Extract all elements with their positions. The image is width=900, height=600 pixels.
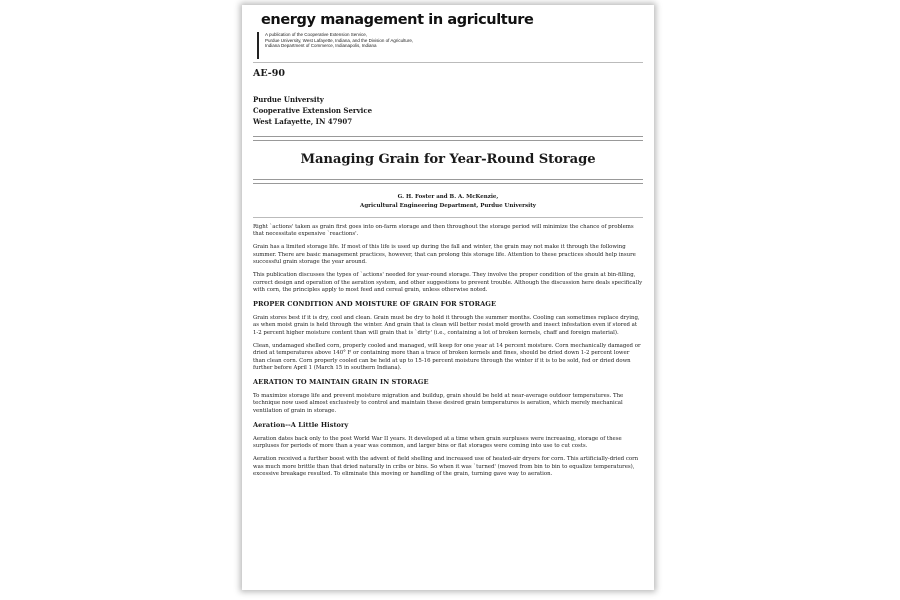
section-heading: AERATION TO MAINTAIN GRAIN IN STORAGE: [253, 378, 429, 387]
document-title: Managing Grain for Year-Round Storage: [300, 152, 596, 167]
address-line: West Lafayette, IN 47907: [253, 117, 353, 126]
intro-paragraph: Right `actions' taken as grain first goes into on-farm storage and then throughout the storage period will minimize the chance of problems that necessitate expensive `reactions'.: [253, 224, 634, 238]
address-block: [253, 94, 643, 127]
publication-number: AE-90: [253, 68, 285, 79]
masthead-sub-line: A publication of the Cooperative Extension Service,: [265, 32, 368, 37]
intro-paragraph: Grain has a limited storage life. If most of this life is used up during the fall and winter, the grain may not make it through the following summer. There are basic management practices, however, that can prolong this storage life. Attention to these practices should help insure successful grain storage the year around.: [253, 244, 636, 266]
section-heading: PROPER CONDITION AND MOISTURE OF GRAIN FOR STORAGE: [253, 300, 497, 309]
address-line: Purdue University: [253, 95, 324, 104]
body-paragraph: Grain stores best if it is dry, cool and clean. Grain must be dry to hold it through the summer months. Cooling can sometimes replace drying, as when moist grain is held through the winter. And grain that is clean will better resist mold growth and insect infestation even if stored at 1-2 percent higher moisture content than will grain that is `dirty' (i.e., containing a lot of broken kernels, chaff and foreign material).: [253, 315, 640, 336]
address-line: Cooperative Extension Service: [253, 106, 373, 115]
body-paragraph: Clean, undamaged shelled corn, properly cooled and managed, will keep for one year at 14 percent moisture. Corn mechanically damaged or dried at temperatures above 140° F or containing more than a trace of broken kernels and fines, should be dried down 1-2 percent lower than clean corn. Corn properly cooled can be held at up to 15-16 percent moisture through the winter if it is to be sold, fed or dried down further before April 1 (March 15 in southern Indiana).: [253, 342, 641, 372]
divider: [253, 62, 643, 63]
masthead-sub-line: Purdue University, West Lafayette, Indiana, and the Division of Agriculture,: [265, 37, 414, 43]
authors-block: [253, 193, 643, 210]
author-names: G. H. Foster and B. A. McKenzie,: [397, 194, 499, 200]
intro-paragraph: This publication discusses the types of `actions' needed for year-round storage. They involve the proper condition of the grain at bin-filling, correct design and operation of the aeration system, and other suggestions to prevent trouble. Although the discussion here deals specifically with corn, the principles apply to most feed and cereal grain, unless otherwise noted.: [253, 272, 643, 294]
masthead-subtitle: [265, 32, 413, 49]
author-affiliation: Agricultural Engineering Department, Purdue University: [360, 202, 536, 209]
subsection-heading: Aeration--A Little History: [253, 420, 349, 429]
masthead-title: energy management in agriculture: [261, 12, 534, 28]
title-block: [253, 141, 643, 179]
masthead: [253, 5, 643, 62]
masthead-bar: [257, 32, 259, 59]
body-paragraph: Aeration dates back only to the post World War II years. It developed at a time when grain surpluses were increasing, storage of these surpluses for periods of more than a year was common, and larger bins or flat storages were coming into use to cut costs.: [253, 435, 622, 450]
body-paragraph: To maximize storage life and prevent moisture migration and buildup, grain should be held at near-average outdoor temperatures. The technique now used almost exclusively to control and maintain these desired grain temperatures is aeration, which merely mechanical ventilation of grain in storage.: [253, 393, 624, 414]
divider: [253, 183, 643, 184]
masthead-sub-line: Indiana Department of Commerce, Indianapolis, Indiana: [265, 43, 377, 49]
body-paragraph: Aeration received a further boost with the advent of field shelling and increased use of heated-air dryers for corn. This artificially-dried corn was much more brittle than that dried naturally in cribs or bins. So when it was `turned' (moved from bin to bin to equalize temperatures), excessive breakage resulted. To eliminate this moving or handling of the grain, turning gave way to aeration.: [253, 456, 639, 478]
document-page: [242, 5, 654, 590]
